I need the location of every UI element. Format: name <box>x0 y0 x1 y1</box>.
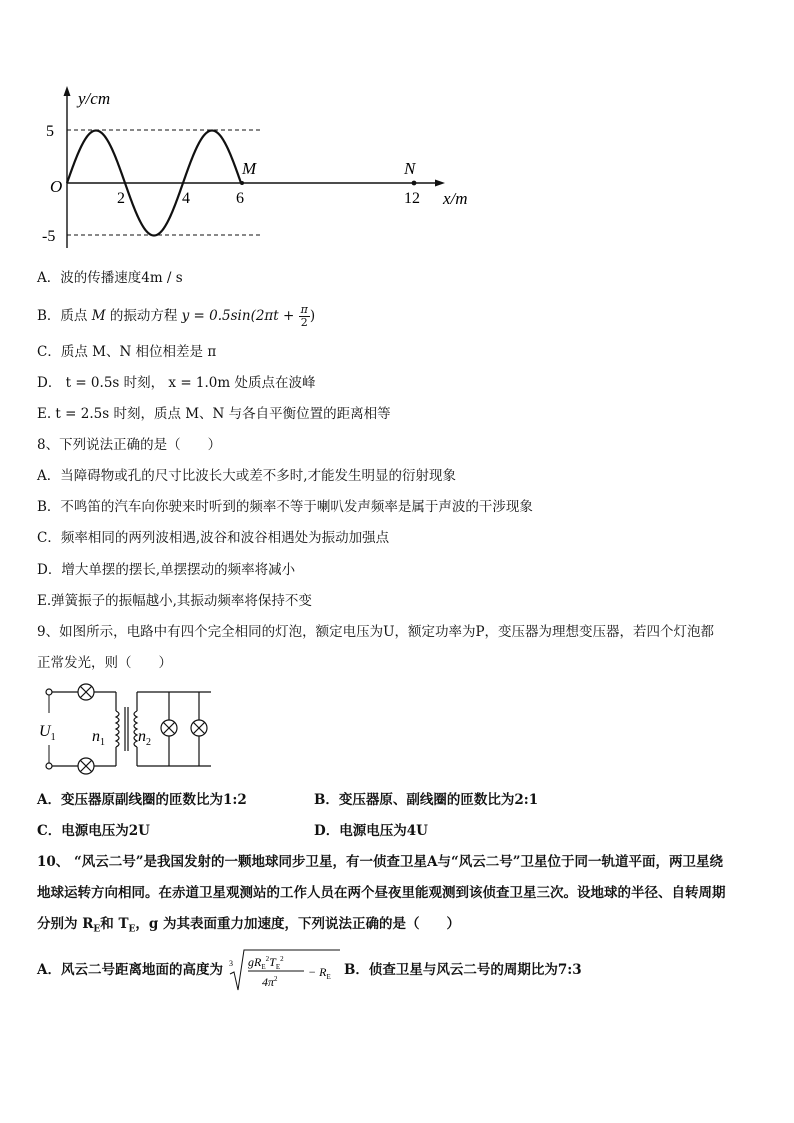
svg-text:− RE: − $R_E$ <box>308 965 331 981</box>
x-tick-2: 2 <box>117 190 125 207</box>
primary-coil <box>116 711 119 747</box>
terminal-bottom <box>46 763 52 769</box>
q7-b-prefix: B．质点 <box>37 308 88 324</box>
n1-label: $n_1$ <box>92 728 105 748</box>
svg-text:gRE2TE2: $gR_E^2T_E^2$ <box>248 955 284 971</box>
q9-option-d: D．电源电压为4U <box>314 823 428 839</box>
q7-b-mid: 的振动方程 <box>109 308 178 324</box>
q7-option-b <box>37 304 315 329</box>
q10-option-b: B．侦查卫星与风云二号的周期比为7:3 <box>344 962 582 978</box>
q7-option-c: C．质点 M、N 相位相差是 π <box>37 344 217 360</box>
q10-stem-line3: 分别为 $R_E$和 $T_E$，g 为其表面重力加速度，下列说法正确的是（ ） <box>37 916 461 935</box>
point-n-dot <box>412 181 417 186</box>
lamp-primary-bottom <box>78 758 94 774</box>
q10-stem-line2: 地球运转方向相同。在赤道卫星观测站的工作人员在两个昼夜里能观测到该侦查卫星三次。设地球的半径、自转周期 <box>37 885 726 901</box>
q8-option-e: E.弹簧振子的振幅越小,其振动频率将保持不变 <box>37 593 312 609</box>
point-m-label: M <box>242 159 257 178</box>
x-axis-arrow <box>435 180 445 187</box>
origin-label: O <box>50 177 63 196</box>
q8-option-b: B．不鸣笛的汽车向你驶来时听到的频率不等于喇叭发声频率是属于声波的干涉现象 <box>37 499 533 515</box>
lamp-primary-top <box>78 684 94 700</box>
q8-option-c: C．频率相同的两列波相遇,波谷和波谷相遇处为振动加强点 <box>37 530 390 546</box>
n2-label: $n_2$ <box>138 728 151 748</box>
x-tick-12: 12 <box>404 190 420 207</box>
q7-b-m: M <box>91 308 106 324</box>
q7-b-equation: y = 0.5sin(2πt + <box>181 308 295 324</box>
q7-b-close: ) <box>309 308 316 324</box>
svg-text:3: 3 <box>229 959 233 968</box>
y-axis-arrow <box>64 86 71 96</box>
q7-option-d: D． t = 0.5s 时刻， x = 1.0m 处质点在波峰 <box>37 375 316 391</box>
y-tick-5: 5 <box>46 123 54 140</box>
x-tick-4: 4 <box>182 190 190 207</box>
terminal-top <box>46 689 52 695</box>
u1-label: $U_1$ <box>39 723 56 743</box>
q10-stem-line1: 10、 “风云二号”是我国发射的一颗地球同步卫星，有一侦查卫星A与“风云二号”卫星位于同一轨道平面，两卫星绕 <box>37 854 724 870</box>
q9-stem-line2: 正常发光，则（ ） <box>37 655 172 671</box>
q7-b-fraction: $\frac{\pi}{2}$ <box>300 303 308 329</box>
y-axis-label: y/cm <box>78 89 111 108</box>
q10-option-a: A．风云二号距离地面的高度为 <box>37 962 223 978</box>
q9-stem-line1: 9、如图所示，电路中有四个完全相同的灯泡，额定电压为U，额定功率为P，变压器为理想变压器，若四个灯泡都 <box>37 624 715 640</box>
q8-option-d: D．增大单摆的摆长,单摆摆动的频率将减小 <box>37 562 296 578</box>
lamp-secondary-left <box>161 720 177 736</box>
q9-option-c: C．电源电压为2U <box>37 823 150 839</box>
svg-text:4π2: $4\pi^2$ <box>262 975 278 989</box>
secondary-coil <box>134 711 137 747</box>
y-tick-neg5: -5 <box>42 228 56 245</box>
q8-option-a: A．当障碍物或孔的尺寸比波长大或差不多时,才能发生明显的衍射现象 <box>37 468 457 484</box>
circuit-diagram <box>36 683 256 783</box>
wave-graph <box>0 0 794 260</box>
q7-option-a: A．波的传播速度4m / s <box>37 270 183 286</box>
x-tick-6: 6 <box>236 190 244 207</box>
point-n-label: N <box>404 159 416 178</box>
lamp-secondary-right <box>191 720 207 736</box>
q9-option-a: A．变压器原副线圈的匝数比为1:2 <box>37 792 247 808</box>
q8-stem: 8、下列说法正确的是（ ） <box>37 437 222 453</box>
q9-option-b: B．变压器原、副线圈的匝数比为2:1 <box>314 792 539 808</box>
x-axis-label: x/m <box>443 189 468 208</box>
point-m-dot <box>240 181 244 185</box>
q10-a-cube-root-expression <box>228 946 348 996</box>
q7-option-e: E. t = 2.5s 时刻，质点 M、N 与各自平衡位置的距离相等 <box>37 406 391 422</box>
